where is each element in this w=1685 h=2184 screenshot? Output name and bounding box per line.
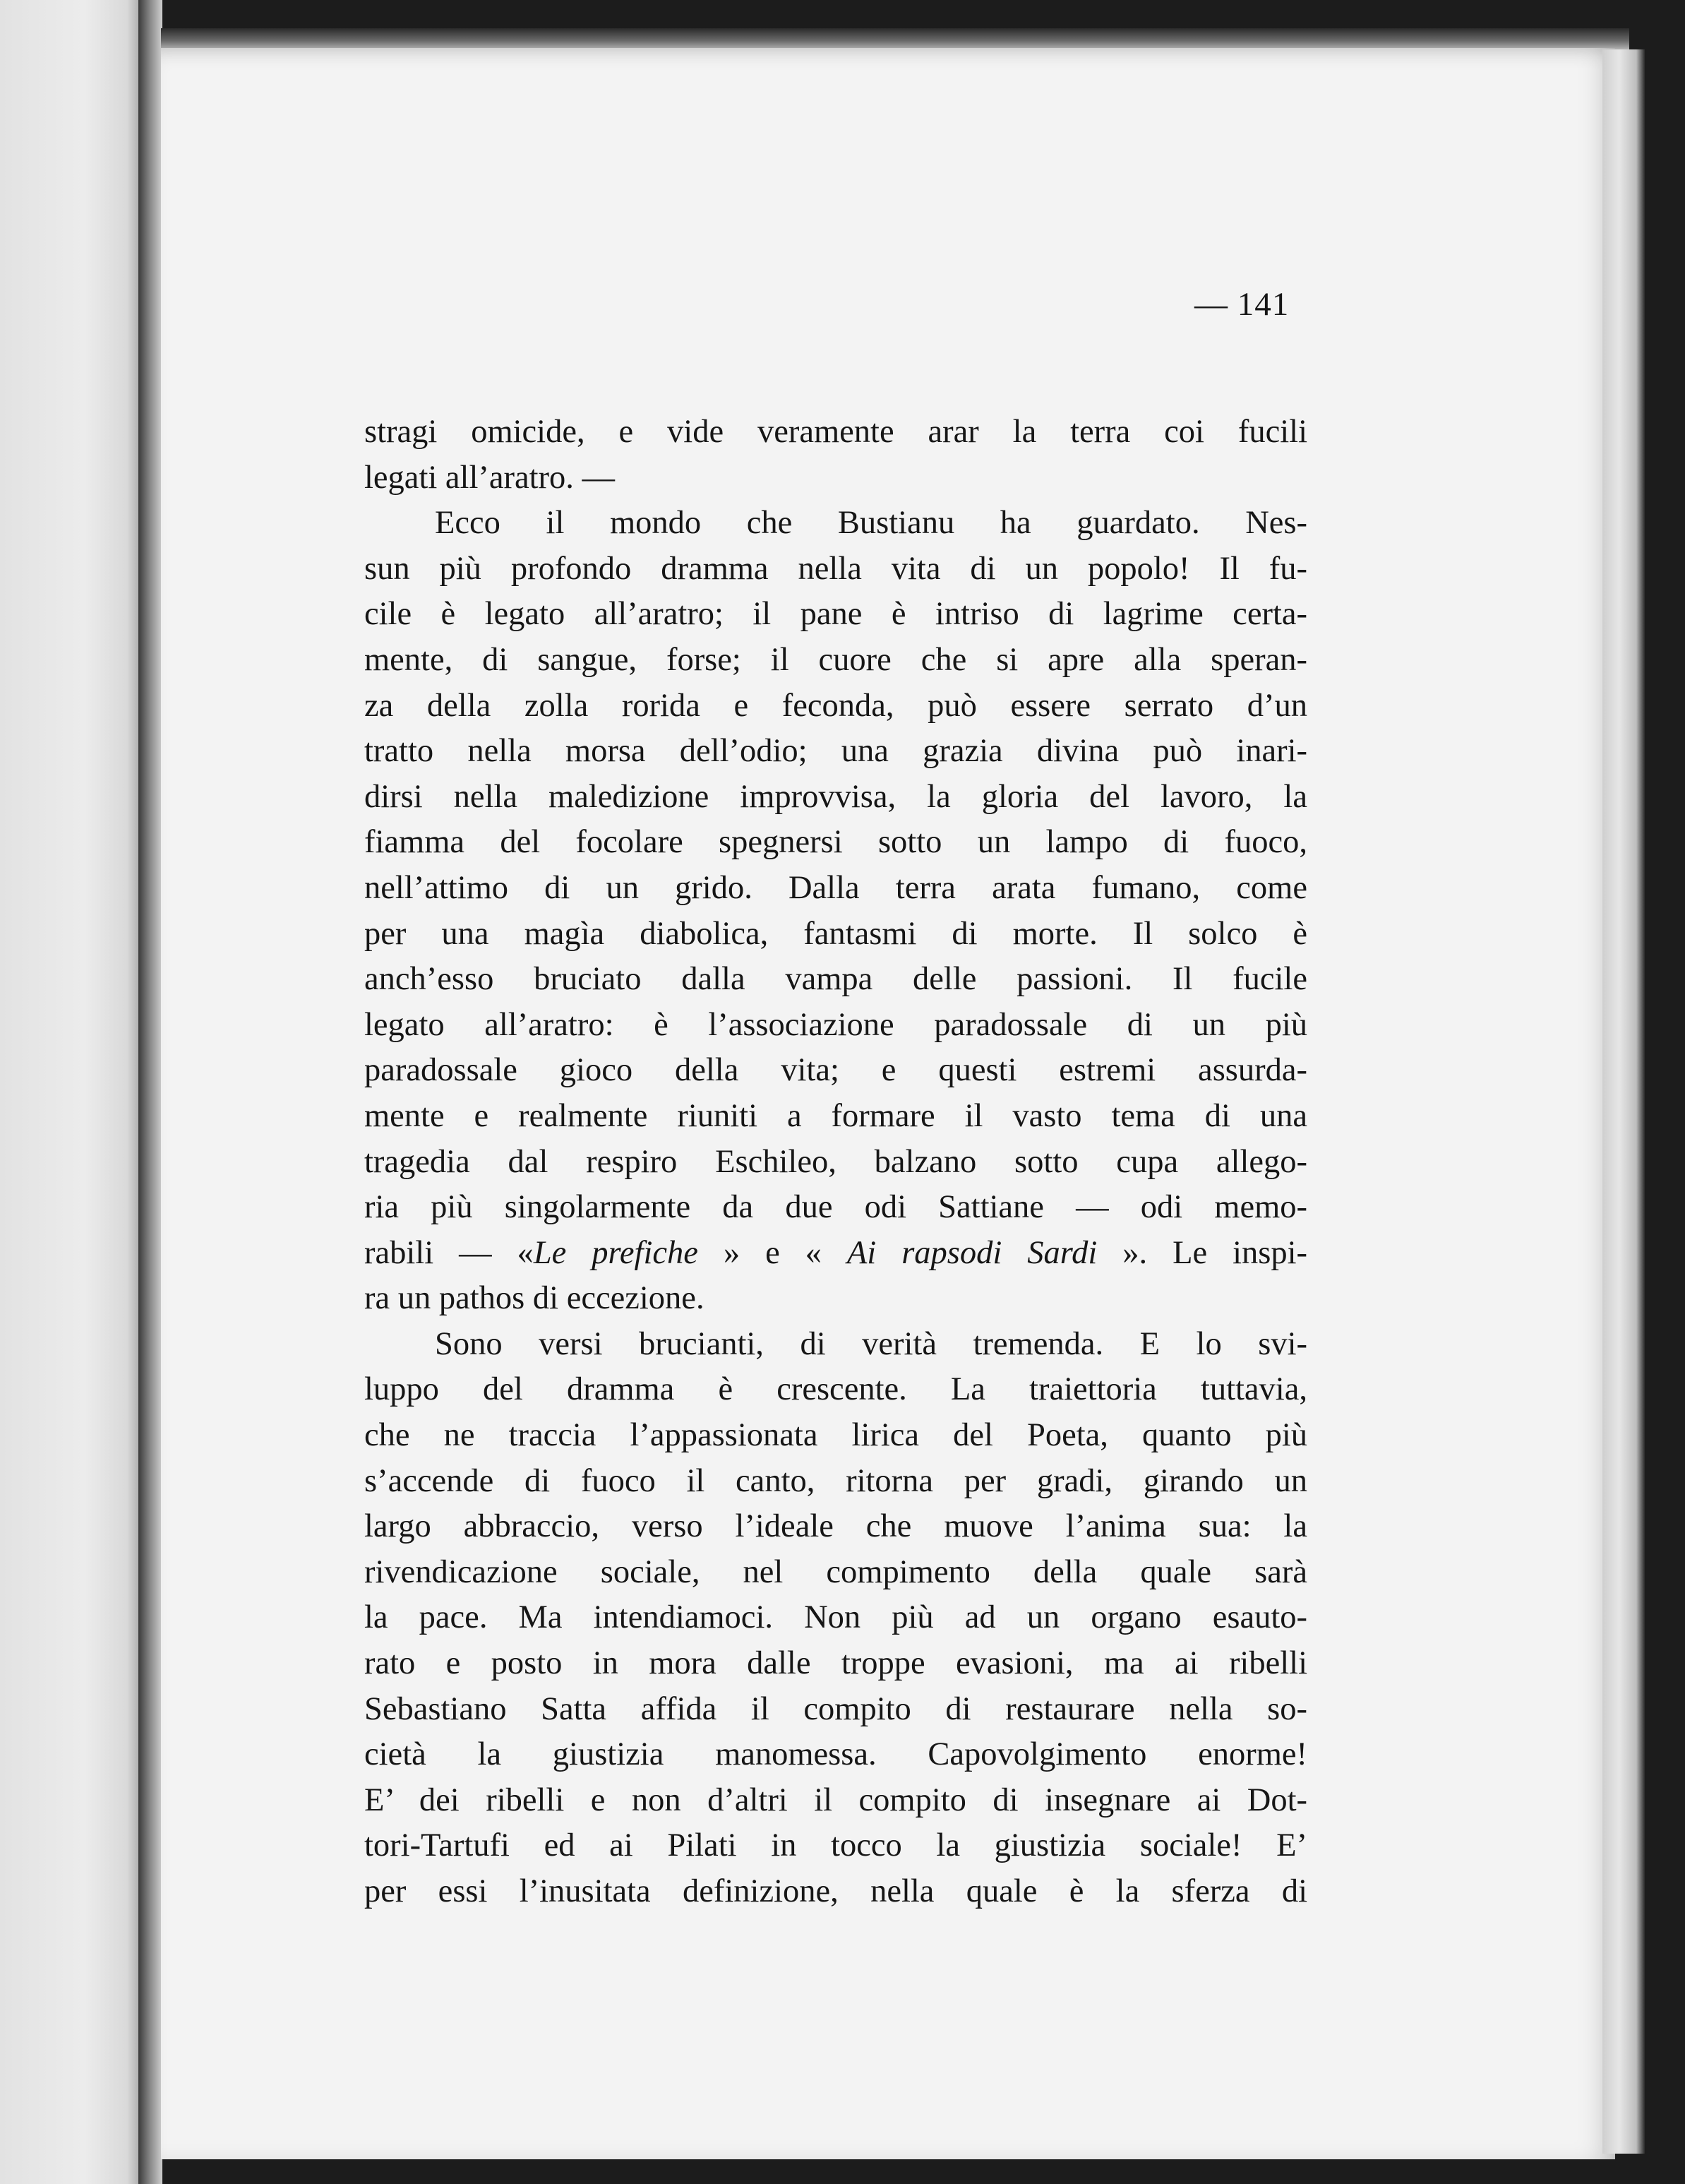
text-line: fiamma del focolare spegnersi sotto un lampo di fuoco, (364, 824, 1307, 861)
text-line: ra un pathos di eccezione. (364, 1280, 704, 1317)
text-fragment: » e « (723, 1234, 822, 1271)
text-line: tori-Tartufi ed ai Pilati in tocco la giustizia sociale! E’ (364, 1827, 1307, 1864)
text-line: la pace. Ma intendiamoci. Non più ad un organo esauto- (364, 1599, 1307, 1636)
body-text (364, 410, 1307, 1915)
text-fragment: ». Le inspi- (1122, 1234, 1308, 1271)
text-line: Sono versi brucianti, di verità tremenda. E lo svi- (435, 1325, 1307, 1362)
italic-title: Ai rapsodi Sardi (846, 1234, 1098, 1271)
page-number: — 141 (1194, 286, 1290, 323)
text-line: sun più profondo dramma nella vita di un popolo! Il fu- (364, 550, 1307, 587)
text-line: per essi l’inusitata definizione, nella quale è la sferza di (364, 1873, 1307, 1909)
text-line: tratto nella morsa dell’odio; una grazia divina può inari- (364, 733, 1307, 770)
text-line: s’accende di fuoco il canto, ritorna per gradi, girando un (364, 1462, 1307, 1499)
text-line: legato all’aratro: è l’associazione paradossale di un più (364, 1006, 1307, 1043)
text-line: dirsi nella maledizione improvvisa, la gloria del lavoro, la (364, 778, 1307, 815)
text-line: mente e realmente riuniti a formare il vasto tema di una (364, 1097, 1307, 1134)
text-line: E’ dei ribelli e non d’altri il compito di insegnare ai Dot- (364, 1782, 1307, 1818)
text-line: per una magìa diabolica, fantasmi di morte. Il solco è (364, 915, 1307, 952)
text-line: stragi omicide, e vide veramente arar la terra coi fucili (364, 414, 1307, 450)
text-line: cietà la giustizia manomessa. Capovolgimento enorme! (364, 1736, 1307, 1773)
text-line: rato e posto in mora dalle troppe evasioni, ma ai ribelli (364, 1645, 1307, 1682)
text-line: ria più singolarmente da due odi Sattiane — odi memo- (364, 1189, 1307, 1226)
text-line (364, 1231, 1307, 1277)
page-right-edge (1602, 49, 1645, 2154)
text-line: mente, di sangue, forse; il cuore che si apre alla speran- (364, 641, 1307, 678)
text-fragment: rabili — « (364, 1234, 534, 1271)
text-line: Ecco il mondo che Bustianu ha guardato. Nes- (435, 505, 1307, 542)
text-line: largo abbraccio, verso l’ideale che muove l’anima sua: la (364, 1508, 1307, 1545)
text-line: tragedia dal respiro Eschileo, balzano sotto cupa allego- (364, 1143, 1307, 1180)
text-line: legati all’aratro. — (364, 459, 616, 496)
italic-title: Le prefiche (533, 1234, 698, 1271)
text-line: cile è legato all’aratro; il pane è intriso di lagrime certa- (364, 596, 1307, 633)
text-line: paradossale gioco della vita; e questi estremi assurda- (364, 1052, 1307, 1089)
text-line: za della zolla rorida e feconda, può essere serrato d’un (364, 687, 1307, 724)
text-line: che ne traccia l’appassionata lirica del Poeta, quanto più (364, 1417, 1307, 1454)
facing-page-edge (0, 0, 141, 2184)
text-line: anch’esso bruciato dalla vampa delle passioni. Il fucile (364, 961, 1307, 998)
text-line: luppo del dramma è crescente. La traiettoria tuttavia, (364, 1371, 1307, 1408)
text-line: rivendicazione sociale, nel compimento della quale sarà (364, 1553, 1307, 1590)
text-line: Sebastiano Satta affida il compito di restaurare nella so- (364, 1690, 1307, 1727)
book-gutter (138, 0, 162, 2184)
text-line: nell’attimo di un grido. Dalla terra arata fumano, come (364, 869, 1307, 906)
